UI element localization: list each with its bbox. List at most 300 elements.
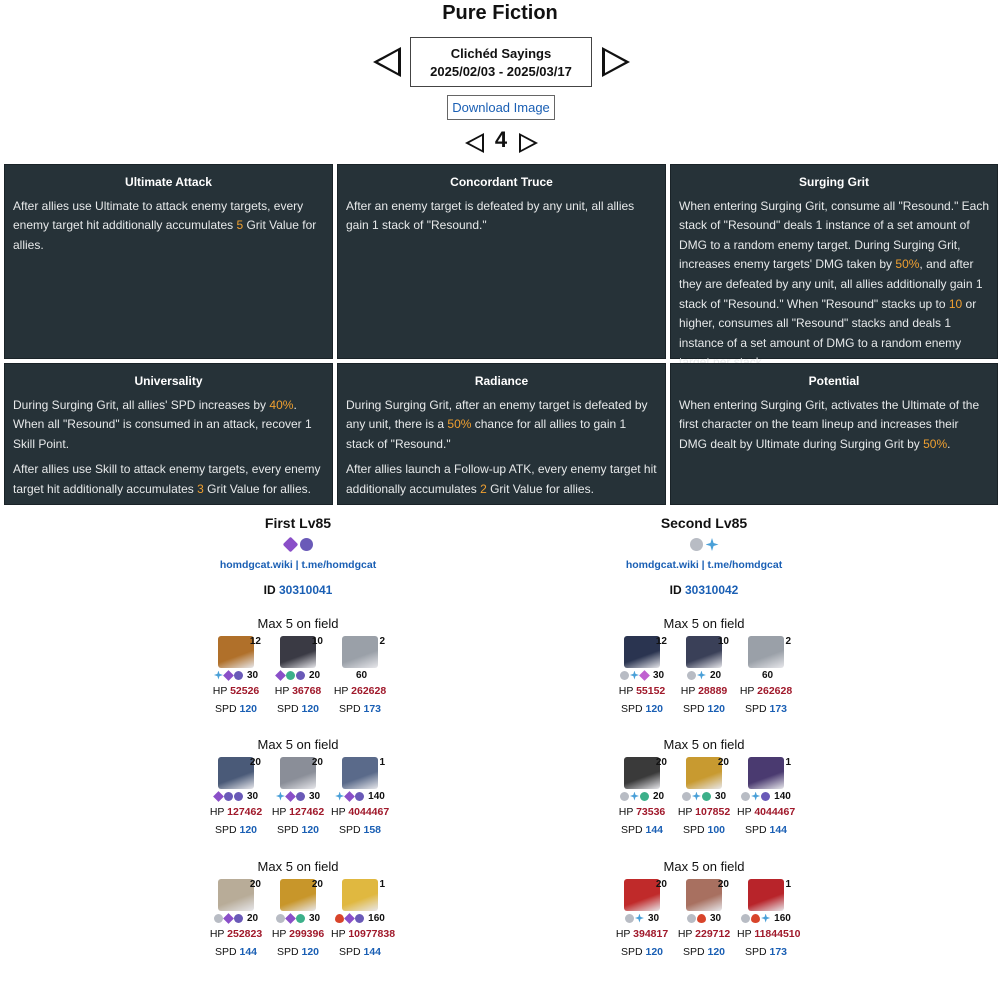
enemy-spd	[207, 703, 265, 715]
enemy-toughness: 30	[246, 669, 259, 681]
next-floor-arrow-icon[interactable]	[519, 133, 538, 153]
enemy-hp-label: HP	[618, 806, 637, 818]
wind-weakness-icon	[296, 914, 305, 923]
physical-weakness-icon	[276, 914, 285, 923]
enemy-spd-value: 120	[645, 703, 664, 715]
enemy-weaknesses	[613, 911, 671, 925]
enemy-toughness: 60	[761, 669, 774, 681]
enemy-spd-value: 173	[769, 946, 788, 958]
enemy-spd-value: 144	[363, 946, 382, 958]
enemy-portrait	[686, 636, 722, 668]
buff-description	[13, 396, 324, 455]
enemy-wave	[554, 859, 854, 958]
buff-highlight-value: 3	[197, 481, 204, 496]
enemy-spd-label: SPD	[338, 703, 364, 715]
buff-highlight-value: 40%	[269, 397, 294, 412]
enemy-weaknesses	[737, 911, 795, 925]
enemy-hp-value: 52526	[230, 685, 260, 697]
enemy-weaknesses	[207, 911, 265, 925]
enemy-card[interactable]	[331, 636, 389, 715]
enemy-spd-label: SPD	[682, 946, 708, 958]
enemy-count: 20	[655, 757, 667, 768]
enemy-spd	[207, 824, 265, 836]
element-weaknesses	[554, 535, 854, 555]
enemy-spd-value: 120	[645, 946, 664, 958]
enemy-row	[148, 757, 448, 836]
enemy-hp-label: HP	[274, 685, 293, 697]
enemy-weaknesses	[613, 789, 671, 803]
enemy-spd-label: SPD	[682, 703, 708, 715]
enemy-hp-value: 55152	[636, 685, 666, 697]
imaginary-element-icon	[300, 538, 313, 551]
stage-id	[554, 583, 854, 603]
enemy-hp-value: 252823	[227, 928, 263, 940]
enemy-wave	[554, 737, 854, 836]
ice-weakness-icon	[697, 671, 706, 680]
enemy-spd-value: 120	[707, 946, 726, 958]
enemy-hp-label: HP	[331, 928, 349, 940]
buff-text: During Surging Grit, all allies' SPD increases by	[13, 397, 270, 412]
enemy-portrait	[748, 636, 784, 668]
enemy-portrait	[218, 879, 254, 911]
enemy-weaknesses	[269, 911, 327, 925]
enemy-card[interactable]	[331, 757, 389, 836]
enemy-spd	[737, 946, 795, 958]
enemy-weaknesses	[613, 668, 671, 682]
wave-label: Max 5 on field	[663, 737, 745, 752]
wave-label: Max 5 on field	[663, 859, 745, 874]
quantum-weakness-icon	[285, 791, 296, 802]
enemy-toughness: 60	[355, 669, 368, 681]
enemy-hp-label: HP	[677, 928, 696, 940]
enemy-card[interactable]	[207, 757, 265, 836]
enemy-card[interactable]	[613, 879, 671, 958]
buff-panel	[4, 164, 333, 359]
enemy-toughness: 20	[308, 669, 321, 681]
enemy-toughness: 30	[246, 790, 259, 802]
enemy-hp	[207, 685, 265, 697]
credit-link[interactable]: homdgcat.wiki | t.me/homdgcat	[219, 559, 377, 571]
ice-weakness-icon	[692, 792, 701, 801]
side-title: Second Lv85	[660, 515, 748, 531]
element-weaknesses	[148, 535, 448, 555]
buff-title: Concordant Truce	[450, 175, 553, 189]
ice-weakness-icon	[630, 792, 639, 801]
enemy-hp	[207, 806, 265, 818]
enemy-count: 20	[717, 879, 729, 890]
imaginary-weakness-icon	[355, 914, 364, 923]
enemy-row	[554, 879, 854, 958]
enemy-toughness: 160	[368, 912, 385, 924]
imaginary-weakness-icon	[761, 792, 770, 801]
enemy-hp-value: 229712	[695, 928, 731, 940]
stage-id-label: ID	[669, 583, 685, 597]
physical-weakness-icon	[682, 792, 691, 801]
buff-title: Surging Grit	[799, 175, 869, 189]
period-dates: 2025/02/03 - 2025/03/17	[430, 64, 572, 79]
enemy-portrait	[748, 879, 784, 911]
enemy-hp-value: 127462	[289, 806, 325, 818]
enemy-spd-value: 120	[301, 824, 320, 836]
fire-weakness-icon	[751, 914, 760, 923]
enemy-spd-value: 144	[769, 824, 788, 836]
credit-link[interactable]: homdgcat.wiki | t.me/homdgcat	[625, 559, 783, 571]
enemy-count: 20	[655, 879, 667, 890]
enemy-spd-label: SPD	[214, 946, 240, 958]
enemy-spd-value: 120	[707, 703, 726, 715]
enemy-hp	[331, 806, 389, 818]
physical-weakness-icon	[687, 914, 696, 923]
enemy-spd	[613, 824, 671, 836]
enemy-hp-value: 73536	[636, 806, 666, 818]
enemy-hp-value: 107852	[695, 806, 731, 818]
enemy-card[interactable]	[613, 636, 671, 715]
enemy-spd	[331, 946, 389, 958]
buff-highlight-value: 2	[480, 481, 487, 496]
ice-weakness-icon	[214, 671, 223, 680]
wind-weakness-icon	[286, 671, 295, 680]
enemy-hp	[613, 685, 671, 697]
buff-highlight-value: 50%	[447, 417, 472, 432]
buff-title: Universality	[134, 374, 203, 388]
enemy-hp-value: 28889	[698, 685, 728, 697]
imaginary-weakness-icon	[234, 792, 243, 801]
enemy-spd	[207, 946, 265, 958]
enemy-hp-value: 10977838	[348, 928, 396, 940]
enemy-hp	[675, 685, 733, 697]
enemy-card[interactable]	[737, 757, 795, 836]
enemy-hp-value: 127462	[227, 806, 263, 818]
physical-weakness-icon	[620, 671, 629, 680]
physical-weakness-icon	[687, 671, 696, 680]
enemy-hp-value: 36768	[292, 685, 322, 697]
quantum-weakness-icon	[285, 913, 296, 924]
buff-description	[346, 396, 657, 455]
enemy-weaknesses	[737, 789, 795, 803]
enemy-wave	[148, 859, 448, 958]
enemy-spd-label: SPD	[214, 703, 240, 715]
physical-element-icon	[690, 538, 703, 551]
enemy-hp	[737, 685, 795, 697]
enemy-hp-value: 4044467	[348, 806, 390, 818]
stage-id	[148, 583, 448, 603]
enemy-count: 1	[379, 757, 385, 768]
enemy-weaknesses	[207, 668, 265, 682]
enemy-count: 1	[785, 879, 791, 890]
buff-text: When entering Surging Grit, consume all "Resound." Each stack of "Resound" deals 1 instance of a set amount of DMG to a random enemy target. During Surging Grit, increases enemy targets' DMG taken by	[679, 198, 990, 272]
quantum-weakness-icon	[344, 913, 355, 924]
enemy-hp-label: HP	[333, 685, 352, 697]
buff-description	[679, 197, 989, 373]
imaginary-weakness-icon	[296, 792, 305, 801]
imaginary-weakness-icon	[224, 792, 233, 801]
enemy-wave	[554, 616, 854, 715]
wave-label: Max 5 on field	[257, 737, 339, 752]
enemy-toughness: 140	[774, 790, 791, 802]
buff-text: After an enemy target is defeated by any unit, all allies gain 1 stack of "Resound."	[346, 198, 635, 233]
enemy-wave	[148, 737, 448, 836]
download-image-button[interactable]: Download Image	[447, 95, 555, 120]
enemy-weaknesses	[269, 789, 327, 803]
enemy-count: 20	[311, 757, 323, 768]
buff-text: Grit Value for allies.	[13, 218, 317, 252]
enemy-weaknesses	[207, 789, 265, 803]
enemy-weaknesses	[331, 911, 389, 925]
enemy-spd-label: SPD	[744, 703, 770, 715]
enemy-hp-label: HP	[271, 806, 290, 818]
side-title: First Lv85	[264, 515, 332, 531]
buff-text: chance for all allies to gain 1 stack of "Resound."	[346, 417, 627, 451]
physical-weakness-icon	[741, 914, 750, 923]
enemy-count: 1	[785, 757, 791, 768]
enemy-hp	[207, 928, 265, 940]
enemy-spd-label: SPD	[620, 946, 646, 958]
enemy-hp-label: HP	[331, 806, 349, 818]
enemy-card[interactable]	[675, 757, 733, 836]
enemy-toughness: 30	[308, 790, 321, 802]
enemy-spd	[269, 703, 327, 715]
enemy-weaknesses	[675, 911, 733, 925]
enemy-spd	[675, 703, 733, 715]
enemy-spd-label: SPD	[276, 946, 302, 958]
imaginary-weakness-icon	[234, 914, 243, 923]
enemy-toughness: 20	[709, 669, 722, 681]
enemy-hp-label: HP	[615, 928, 634, 940]
buff-panel	[337, 164, 666, 359]
enemy-spd-label: SPD	[276, 824, 302, 836]
enemy-card[interactable]	[269, 879, 327, 958]
enemy-hp	[331, 685, 389, 697]
enemy-hp-value: 299396	[289, 928, 325, 940]
enemy-card[interactable]	[737, 636, 795, 715]
buff-text: , and after they are defeated by any unit, all allies additionally gain 1 stack of "Resound." When "Resound" stacks up to	[679, 257, 983, 311]
enemy-portrait	[624, 757, 660, 789]
enemy-weaknesses	[331, 668, 389, 682]
previous-floor-arrow-icon[interactable]	[465, 133, 484, 153]
quantum-weakness-icon	[344, 791, 355, 802]
stage-id-label: ID	[263, 583, 279, 597]
quantum-weakness-icon	[223, 670, 234, 681]
enemy-hp	[613, 928, 671, 940]
enemy-card[interactable]	[737, 879, 801, 958]
enemy-card[interactable]	[269, 636, 327, 715]
wave-label: Max 5 on field	[663, 616, 745, 631]
enemy-portrait	[342, 879, 378, 911]
enemy-spd-value: 120	[239, 703, 258, 715]
enemy-spd-label: SPD	[744, 824, 770, 836]
buff-text: After allies use Skill to attack enemy targets, every enemy target hit additionally accumulates	[13, 462, 321, 496]
wave-label: Max 5 on field	[257, 859, 339, 874]
enemy-hp-value: 394817	[633, 928, 669, 940]
buff-highlight-value: 10	[948, 296, 963, 311]
buff-description	[346, 460, 657, 499]
buff-panel	[670, 164, 998, 359]
enemy-row	[554, 757, 854, 836]
enemy-spd-label: SPD	[682, 824, 708, 836]
buff-title: Ultimate Attack	[125, 175, 212, 189]
imaginary-weakness-icon	[296, 671, 305, 680]
enemy-spd	[331, 824, 389, 836]
enemy-spd-value: 173	[769, 703, 788, 715]
enemy-spd-value: 144	[239, 946, 258, 958]
buff-text: or higher, consumes all "Resound" stacks and deals 1 instance of a set amount of DMG to a random enemy	[679, 296, 977, 350]
enemy-weaknesses	[331, 789, 389, 803]
enemy-portrait	[686, 879, 722, 911]
enemy-toughness: 30	[647, 912, 660, 924]
enemy-hp-label: HP	[737, 806, 755, 818]
buff-description	[679, 396, 989, 455]
page-title: Pure Fiction	[442, 2, 558, 24]
enemy-hp-label: HP	[209, 806, 228, 818]
enemy-hp	[269, 928, 327, 940]
enemy-count: 12	[655, 636, 667, 647]
enemy-card[interactable]	[207, 636, 265, 715]
enemy-count: 12	[249, 636, 261, 647]
enemy-portrait	[342, 757, 378, 789]
enemy-hp	[675, 928, 733, 940]
enemy-toughness: 160	[774, 912, 791, 924]
previous-period-arrow-icon[interactable]	[373, 47, 401, 77]
enemy-spd-value: 120	[301, 946, 320, 958]
enemy-count: 2	[379, 636, 385, 647]
enemy-spd	[675, 946, 733, 958]
enemy-hp	[331, 928, 396, 940]
enemy-hp	[613, 806, 671, 818]
period-name: Clichéd Sayings	[450, 46, 552, 61]
enemy-row	[148, 879, 448, 958]
enemy-count: 20	[311, 879, 323, 890]
enemy-portrait	[748, 757, 784, 789]
side-first	[148, 515, 448, 958]
ice-weakness-icon	[276, 792, 285, 801]
buff-title: Radiance	[474, 374, 529, 388]
imaginary-weakness-icon	[234, 671, 243, 680]
enemy-hp	[737, 928, 801, 940]
enemy-count: 20	[249, 879, 261, 890]
side-second	[554, 515, 854, 958]
buff-text: Grit Value for allies.	[203, 481, 311, 496]
buff-highlight-value: 50%	[923, 436, 948, 451]
quantum-element-icon	[282, 537, 298, 553]
buff-panel	[337, 363, 666, 505]
enemy-portrait	[218, 757, 254, 789]
enemy-hp-label: HP	[737, 928, 755, 940]
ice-weakness-icon	[761, 914, 770, 923]
wind-weakness-icon	[702, 792, 711, 801]
enemy-count: 20	[717, 757, 729, 768]
enemy-spd-label: SPD	[276, 703, 302, 715]
physical-weakness-icon	[741, 792, 750, 801]
enemy-hp-value: 262628	[757, 685, 793, 697]
enemy-count: 10	[311, 636, 323, 647]
buff-text: After allies launch a Follow-up ATK, every enemy target hit additionally accumulates	[346, 462, 657, 496]
enemy-hp-value: 4044467	[754, 806, 796, 818]
enemy-hp-label: HP	[618, 685, 637, 697]
buff-panel	[4, 363, 333, 505]
enemy-card[interactable]	[675, 879, 733, 958]
enemy-card[interactable]	[331, 879, 396, 958]
enemy-spd	[331, 703, 389, 715]
buff-text: After allies use Ultimate to attack enemy targets, every enemy target hit additionally accumulates	[13, 198, 304, 233]
enemy-spd-value: 173	[363, 703, 382, 715]
quantum-weakness-icon	[223, 913, 234, 924]
ice-element-icon	[706, 538, 719, 551]
enemy-spd-label: SPD	[620, 824, 646, 836]
enemy-hp	[737, 806, 795, 818]
enemy-portrait	[342, 636, 378, 668]
enemy-spd-value: 120	[301, 703, 320, 715]
enemy-toughness: 20	[246, 912, 259, 924]
buff-description	[13, 460, 324, 499]
buff-text: When entering Surging Grit, activates the Ultimate of the first character on the team lineup and increases their DMG dealt by Ultimate during Surging Grit by	[679, 397, 980, 451]
enemy-spd	[675, 824, 733, 836]
enemy-spd-value: 120	[239, 824, 258, 836]
ice-weakness-icon	[635, 914, 644, 923]
enemy-hp	[675, 806, 733, 818]
enemy-portrait	[280, 879, 316, 911]
floor-selector	[0, 127, 1000, 157]
enemy-toughness: 30	[652, 669, 665, 681]
buff-description	[13, 197, 324, 256]
floor-number: 4	[494, 127, 508, 152]
enemy-toughness: 30	[714, 790, 727, 802]
enemy-row	[554, 636, 854, 715]
enemy-card[interactable]	[269, 757, 327, 836]
enemy-card[interactable]	[613, 757, 671, 836]
quantum-weakness-icon	[275, 670, 286, 681]
enemy-portrait	[624, 879, 660, 911]
period-selector	[0, 37, 1000, 87]
enemy-portrait	[686, 757, 722, 789]
enemy-hp	[269, 806, 327, 818]
wave-label: Max 5 on field	[257, 616, 339, 631]
enemy-toughness: 20	[652, 790, 665, 802]
enemy-weaknesses	[675, 668, 733, 682]
enemy-spd-value: 158	[363, 824, 382, 836]
buff-text: Grit Value for allies.	[486, 481, 594, 496]
ice-weakness-icon	[751, 792, 760, 801]
enemy-spd-value: 100	[707, 824, 726, 836]
wind-weakness-icon	[640, 792, 649, 801]
period-info	[410, 37, 592, 87]
enemy-spd-label: SPD	[338, 824, 364, 836]
enemy-portrait	[280, 757, 316, 789]
buff-text: .	[947, 436, 951, 451]
enemy-hp-label: HP	[680, 685, 699, 697]
enemy-hp-label: HP	[209, 928, 228, 940]
enemy-card[interactable]	[675, 636, 733, 715]
stage-id-value: 30310041	[278, 583, 333, 597]
enemy-portrait	[218, 636, 254, 668]
enemy-spd	[269, 824, 327, 836]
next-period-arrow-icon[interactable]	[602, 47, 630, 77]
enemy-portrait	[280, 636, 316, 668]
buff-highlight-value: 50%	[895, 257, 920, 272]
enemy-spd	[737, 824, 795, 836]
enemy-hp-label: HP	[212, 685, 231, 697]
enemy-card[interactable]	[207, 879, 265, 958]
enemy-hp-label: HP	[271, 928, 290, 940]
lightning-weakness-icon	[639, 670, 650, 681]
enemy-spd-label: SPD	[338, 946, 364, 958]
physical-weakness-icon	[625, 914, 634, 923]
enemy-hp-value: 262628	[351, 685, 387, 697]
buff-text: . When all "Resound" is consumed in an attack, recover 1 Skill Point.	[13, 397, 312, 451]
enemy-spd	[613, 946, 671, 958]
enemy-wave	[148, 616, 448, 715]
enemy-toughness: 30	[709, 912, 722, 924]
stage-id-value: 30310042	[684, 583, 739, 597]
